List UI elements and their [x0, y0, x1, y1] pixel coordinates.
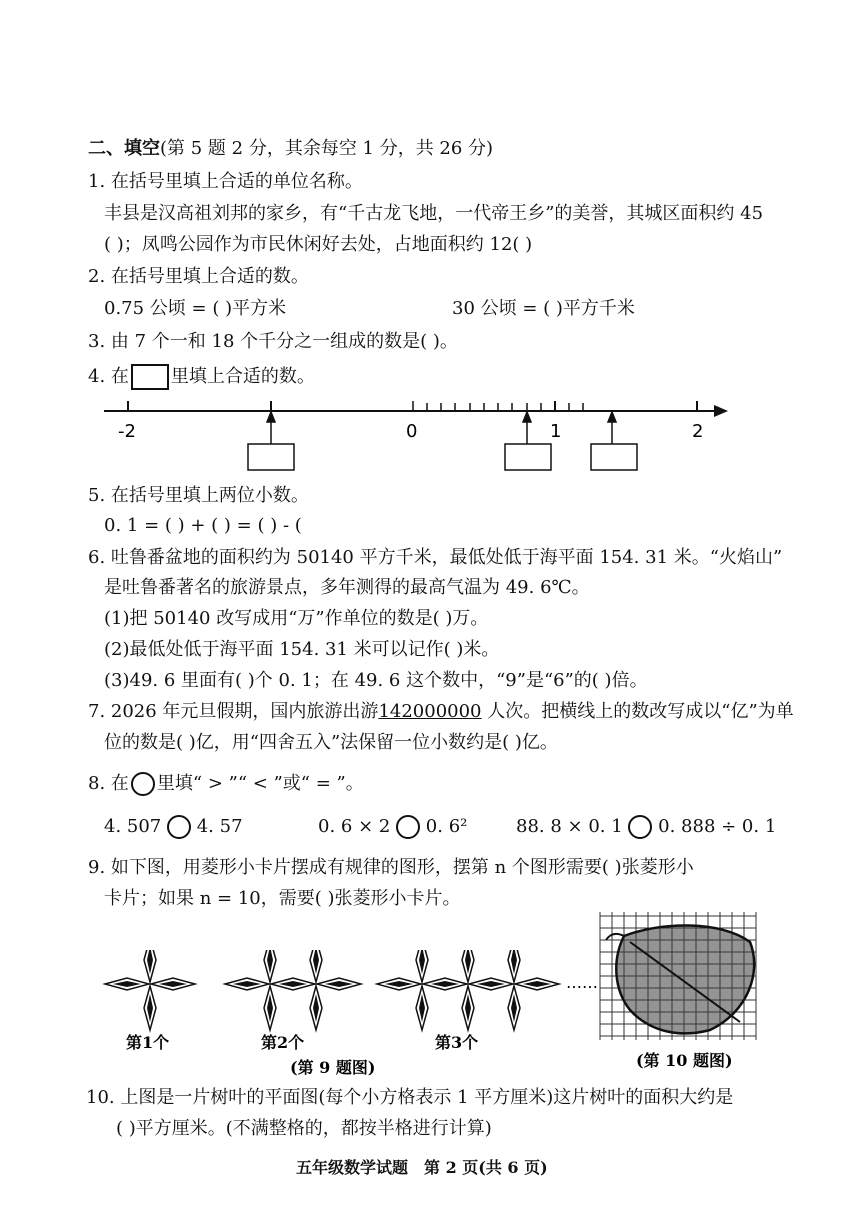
pattern-1: [105, 950, 195, 1030]
pattern-2: [225, 950, 361, 1030]
q7-post: 人次。把横线上的数改写成以“亿”为单: [481, 701, 794, 722]
q6-sub-2: (2)最低处低于海平面 154. 31 米可以记作( )米。: [104, 639, 500, 660]
pattern-3: [377, 950, 559, 1030]
answer-box[interactable]: [248, 444, 294, 470]
q8-compare-3: [516, 815, 776, 839]
q3-text: 3. 由 7 个一和 18 个千分之一组成的数是( )。: [88, 331, 458, 352]
q4-box-icon: [131, 364, 169, 390]
pattern-ellipsis: ……: [566, 973, 598, 992]
answer-box[interactable]: [505, 444, 551, 470]
q8-c2-left: 0. 6 × 2: [318, 816, 391, 837]
q2-b: 30 公顷 = ( )平方千米: [452, 298, 635, 319]
q9-text-2: 卡片；如果 n = 10，需要( )张菱形小卡片。: [104, 888, 461, 909]
q8-c3-right: 0. 888 ÷ 0. 1: [658, 816, 777, 837]
q9-figure: [0, 950, 600, 1080]
q4-suffix: 里填上合适的数。: [170, 366, 315, 387]
q8-compare-2: [318, 815, 467, 839]
q10-caption: (第 10 题图): [636, 1051, 733, 1070]
q4-prefix: 4. 在: [88, 366, 129, 387]
q8-suffix: 里填“ > ”“ < ”或“ = ”。: [156, 773, 364, 794]
compare-circle[interactable]: [167, 815, 191, 839]
page-footer: 五年级数学试题 第 2 页(共 6 页): [296, 1158, 548, 1177]
answer-box[interactable]: [591, 444, 637, 470]
compare-circle[interactable]: [396, 815, 420, 839]
q10-text-1: 10. 上图是一片树叶的平面图(每个小方格表示 1 平方厘米)这片树叶的面积大约是: [86, 1087, 734, 1108]
q6-text-2: 是吐鲁番著名的旅游景点，多年测得的最高气温为 49. 6℃。: [104, 577, 590, 598]
compare-circle[interactable]: [628, 815, 652, 839]
number-line: [0, 390, 867, 480]
circle-icon: [131, 772, 155, 796]
pattern-label-2: 第2个: [261, 1033, 305, 1052]
q7-text-2: 位的数是( )亿，用“四舍五入”法保留一位小数约是( )亿。: [104, 732, 558, 753]
q7-pre: 7. 2026 年元旦假期，国内旅游出游: [88, 701, 379, 722]
tick-label: -2: [118, 421, 136, 442]
tick-label: 1: [550, 421, 562, 442]
q1-title: 1. 在括号里填上合适的单位名称。: [88, 171, 363, 192]
q8-c1-left: 4. 507: [104, 816, 162, 837]
tick-label: 0: [406, 421, 418, 442]
q2-a: 0.75 公顷 = ( )平方米: [104, 298, 287, 319]
q1-text-2: ( )；凤鸣公园作为市民休闲好去处，占地面积约 12( ): [104, 234, 533, 255]
tick-label: 2: [692, 421, 704, 442]
q8-title: [88, 772, 364, 796]
q5-text: 0. 1 = ( ) + ( ) = ( ) - (: [104, 515, 302, 536]
q8-c2-right: 0. 6²: [425, 816, 468, 837]
q9-caption: (第 9 题图): [290, 1058, 376, 1077]
q6-sub-3: (3)49. 6 里面有( )个 0. 1；在 49. 6 这个数中，“9”是“6”的( )倍。: [104, 670, 648, 691]
q6-text-1: 6. 吐鲁番盆地的面积约为 50140 平方千米，最低处低于海平面 154. 31 米。“火焰山”: [88, 547, 783, 568]
q7-text-1: [88, 700, 794, 724]
q10-text-2: ( )平方厘米。(不满整格的，都按半格进行计算): [116, 1118, 492, 1139]
q4-title: [88, 364, 315, 390]
q8-prefix: 8. 在: [88, 773, 129, 794]
section-heading: [88, 137, 493, 161]
section-score-note: (第 5 题 2 分，其余每空 1 分，共 26 分): [160, 138, 494, 159]
section-title: 二、填空: [88, 138, 160, 159]
q8-compare-1: [104, 815, 243, 839]
pattern-label-1: 第1个: [126, 1033, 170, 1052]
q8-c3-left: 88. 8 × 0. 1: [516, 816, 623, 837]
leaf-grid-figure: [590, 912, 780, 1082]
q1-text-1: 丰县是汉高祖刘邦的家乡，有“千古龙飞地，一代帝王乡”的美誉，其城区面积约 45: [104, 203, 764, 224]
pattern-label-3: 第3个: [435, 1033, 479, 1052]
q2-title: 2. 在括号里填上合适的数。: [88, 266, 309, 287]
q9-text-1: 9. 如下图，用菱形小卡片摆成有规律的图形，摆第 n 个图形需要( )张菱形小: [88, 857, 694, 878]
q5-title: 5. 在括号里填上两位小数。: [88, 485, 309, 506]
q8-c1-right: 4. 57: [196, 816, 243, 837]
q6-sub-1: (1)把 50140 改写成用“万”作单位的数是( )万。: [104, 608, 489, 629]
q7-underlined-number: 142000000: [378, 701, 482, 722]
